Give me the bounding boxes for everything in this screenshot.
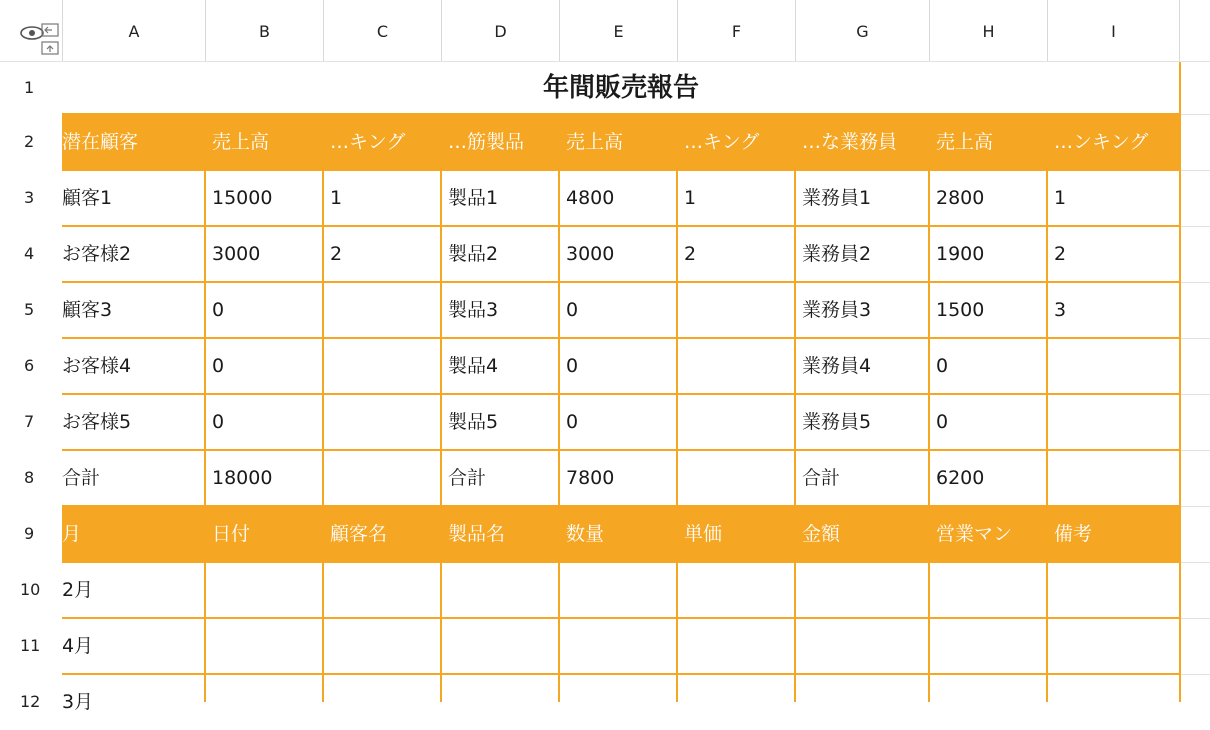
cell-h3[interactable]: 2800 xyxy=(936,187,985,209)
cell-a8[interactable]: 合計 xyxy=(62,467,101,489)
cell-e9[interactable]: 数量 xyxy=(566,523,605,545)
row-divider-outside xyxy=(1181,506,1210,507)
cell-c12[interactable] xyxy=(323,674,441,730)
cell-d3[interactable]: 製品1 xyxy=(448,187,499,209)
column-divider xyxy=(204,114,206,702)
cell-i5[interactable]: 3 xyxy=(1054,299,1067,321)
column-divider xyxy=(322,114,324,702)
row-divider-outside xyxy=(1181,170,1210,171)
cell-c9[interactable]: 顧客名 xyxy=(330,523,388,545)
cell-e11[interactable] xyxy=(559,618,677,674)
row-divider xyxy=(62,169,1180,171)
cell-f6[interactable] xyxy=(677,338,795,394)
row-header-10[interactable]: 10 xyxy=(20,580,41,599)
cell-f4[interactable]: 2 xyxy=(684,243,697,265)
cell-f11[interactable] xyxy=(677,618,795,674)
cell-a5[interactable]: 顧客3 xyxy=(62,299,113,321)
column-divider xyxy=(794,114,796,702)
cell-c8[interactable] xyxy=(323,450,441,506)
cell-c4[interactable]: 2 xyxy=(330,243,343,265)
column-divider xyxy=(928,114,930,702)
cell-h7[interactable]: 0 xyxy=(936,411,949,433)
cell-h10[interactable] xyxy=(929,562,1047,618)
cell-f12[interactable] xyxy=(677,674,795,730)
cell-e3[interactable]: 4800 xyxy=(566,187,615,209)
cell-e7[interactable]: 0 xyxy=(566,411,579,433)
cell-b2[interactable]: 売上高 xyxy=(212,131,270,153)
row-divider xyxy=(62,673,1180,675)
row-divider-outside xyxy=(1181,618,1210,619)
column-header-c[interactable]: C xyxy=(323,0,441,62)
row-header-9[interactable]: 9 xyxy=(24,524,35,543)
cell-f2[interactable]: …キング xyxy=(684,131,760,153)
cell-h6[interactable]: 0 xyxy=(936,355,949,377)
column-divider xyxy=(558,114,560,702)
row-divider-outside xyxy=(1181,562,1210,563)
row-divider-outside xyxy=(1181,674,1210,675)
column-divider xyxy=(440,114,442,702)
cell-i6[interactable] xyxy=(1047,338,1180,394)
row-divider-outside xyxy=(1181,394,1210,395)
cell-d12[interactable] xyxy=(441,674,559,730)
cell-i4[interactable]: 2 xyxy=(1054,243,1067,265)
cell-h11[interactable] xyxy=(929,618,1047,674)
cell-d11[interactable] xyxy=(441,618,559,674)
row-divider xyxy=(62,281,1180,283)
column-header-b[interactable]: B xyxy=(205,0,323,62)
column-header-i[interactable]: I xyxy=(1047,0,1180,62)
cell-d6[interactable]: 製品4 xyxy=(448,355,499,377)
cell-b7[interactable]: 0 xyxy=(212,411,225,433)
cell-d9[interactable]: 製品名 xyxy=(448,523,506,545)
cell-e6[interactable]: 0 xyxy=(566,355,579,377)
cell-c5[interactable] xyxy=(323,282,441,338)
cell-a9[interactable]: 月 xyxy=(62,523,82,545)
cell-b6[interactable]: 0 xyxy=(212,355,225,377)
row-divider-outside xyxy=(1181,282,1210,283)
cell-a7[interactable]: お客様5 xyxy=(62,411,132,433)
row-divider xyxy=(62,505,1180,507)
cell-d10[interactable] xyxy=(441,562,559,618)
cell-h9[interactable]: 営業マン xyxy=(936,523,1013,545)
cell-b4[interactable]: 3000 xyxy=(212,243,261,265)
cell-b11[interactable] xyxy=(205,618,323,674)
cell-a11[interactable]: 4月 xyxy=(62,635,94,657)
cell-c7[interactable] xyxy=(323,394,441,450)
row-header-6[interactable]: 6 xyxy=(24,356,35,375)
sheet-title[interactable]: 年間販売報告 xyxy=(542,73,699,103)
cell-f7[interactable] xyxy=(677,394,795,450)
row-divider-outside xyxy=(1181,338,1210,339)
cell-b3[interactable]: 15000 xyxy=(212,187,273,209)
cell-b12[interactable] xyxy=(205,674,323,730)
cell-h2[interactable]: 売上高 xyxy=(936,131,994,153)
cell-e5[interactable]: 0 xyxy=(566,299,579,321)
cell-c11[interactable] xyxy=(323,618,441,674)
cell-b9[interactable]: 日付 xyxy=(212,523,251,545)
cell-d4[interactable]: 製品2 xyxy=(448,243,499,265)
row-header-11[interactable]: 11 xyxy=(20,636,41,655)
cell-a12[interactable]: 3月 xyxy=(62,691,94,713)
row-header-8[interactable]: 8 xyxy=(24,468,35,487)
cell-f3[interactable]: 1 xyxy=(684,187,697,209)
sheet-right-edge xyxy=(1179,62,1181,702)
column-header-g[interactable]: G xyxy=(795,0,929,62)
cell-a2[interactable]: 潜在顧客 xyxy=(62,131,139,153)
row-divider xyxy=(62,449,1180,451)
cell-g8[interactable]: 合計 xyxy=(802,467,841,489)
row-divider xyxy=(62,393,1180,395)
cell-f10[interactable] xyxy=(677,562,795,618)
column-header-bar xyxy=(0,0,1210,62)
cell-c10[interactable] xyxy=(323,562,441,618)
row-header-1[interactable]: 1 xyxy=(24,78,35,97)
row-header-12[interactable]: 12 xyxy=(20,692,41,711)
cell-f5[interactable] xyxy=(677,282,795,338)
cell-d8[interactable]: 合計 xyxy=(448,467,487,489)
cell-c2[interactable]: …キング xyxy=(330,131,406,153)
cell-g5[interactable]: 業務員3 xyxy=(802,299,872,321)
cell-h12[interactable] xyxy=(929,674,1047,730)
cell-i12[interactable] xyxy=(1047,674,1180,730)
row-header-7[interactable]: 7 xyxy=(24,412,35,431)
cell-e4[interactable]: 3000 xyxy=(566,243,615,265)
row-divider xyxy=(62,113,1180,115)
cell-g2[interactable]: …な業務員 xyxy=(802,131,898,153)
cell-f9[interactable]: 単価 xyxy=(684,523,723,545)
row-divider xyxy=(62,225,1180,227)
cell-d7[interactable]: 製品5 xyxy=(448,411,499,433)
cell-g4[interactable]: 業務員2 xyxy=(802,243,872,265)
row-header-4[interactable]: 4 xyxy=(24,244,35,263)
cell-g7[interactable]: 業務員5 xyxy=(802,411,872,433)
column-divider xyxy=(676,114,678,702)
cell-g11[interactable] xyxy=(795,618,929,674)
cell-a10[interactable]: 2月 xyxy=(62,579,94,601)
column-header-a[interactable]: A xyxy=(62,0,205,62)
row-header-5[interactable]: 5 xyxy=(24,300,35,319)
select-all-corner[interactable] xyxy=(0,0,62,62)
column-header-h[interactable]: H xyxy=(929,0,1047,62)
row-divider xyxy=(62,617,1180,619)
column-header-f[interactable]: F xyxy=(677,0,795,62)
cell-b8[interactable]: 18000 xyxy=(212,467,273,489)
column-header-d[interactable]: D xyxy=(441,0,559,62)
cell-e12[interactable] xyxy=(559,674,677,730)
cell-f8[interactable] xyxy=(677,450,795,506)
cell-g3[interactable]: 業務員1 xyxy=(802,187,872,209)
cell-d2[interactable]: …筋製品 xyxy=(448,131,525,153)
row-divider xyxy=(62,561,1180,563)
row-header-3[interactable]: 3 xyxy=(24,188,35,207)
cell-i7[interactable] xyxy=(1047,394,1180,450)
row-divider xyxy=(62,337,1180,339)
cell-b10[interactable] xyxy=(205,562,323,618)
cell-h8[interactable]: 6200 xyxy=(936,467,985,489)
cell-i8[interactable] xyxy=(1047,450,1180,506)
row-divider-outside xyxy=(1181,450,1210,451)
row-header-2[interactable]: 2 xyxy=(24,132,35,151)
row-divider-outside xyxy=(1181,114,1210,115)
cell-i2[interactable]: …ンキング xyxy=(1054,131,1149,153)
cell-h4[interactable]: 1900 xyxy=(936,243,985,265)
cell-i9[interactable]: 備考 xyxy=(1054,523,1093,545)
cell-g10[interactable] xyxy=(795,562,929,618)
row-divider-outside xyxy=(1181,226,1210,227)
cell-a6[interactable]: お客様4 xyxy=(62,355,132,377)
column-header-e[interactable]: E xyxy=(559,0,677,62)
cell-g9[interactable]: 金額 xyxy=(802,523,841,545)
cell-i10[interactable] xyxy=(1047,562,1180,618)
cell-e2[interactable]: 売上高 xyxy=(566,131,624,153)
freeze-pane-icon[interactable] xyxy=(40,22,60,62)
cell-g6[interactable]: 業務員4 xyxy=(802,355,872,377)
cell-c6[interactable] xyxy=(323,338,441,394)
cell-a4[interactable]: お客様2 xyxy=(62,243,132,265)
cell-i11[interactable] xyxy=(1047,618,1180,674)
cell-i3[interactable]: 1 xyxy=(1054,187,1067,209)
cell-d5[interactable]: 製品3 xyxy=(448,299,499,321)
cell-e8[interactable]: 7800 xyxy=(566,467,615,489)
cell-b5[interactable]: 0 xyxy=(212,299,225,321)
cell-g12[interactable] xyxy=(795,674,929,730)
cell-a3[interactable]: 顧客1 xyxy=(62,187,113,209)
cell-c3[interactable]: 1 xyxy=(330,187,343,209)
cell-e10[interactable] xyxy=(559,562,677,618)
cell-h5[interactable]: 1500 xyxy=(936,299,985,321)
column-divider xyxy=(1046,114,1048,702)
